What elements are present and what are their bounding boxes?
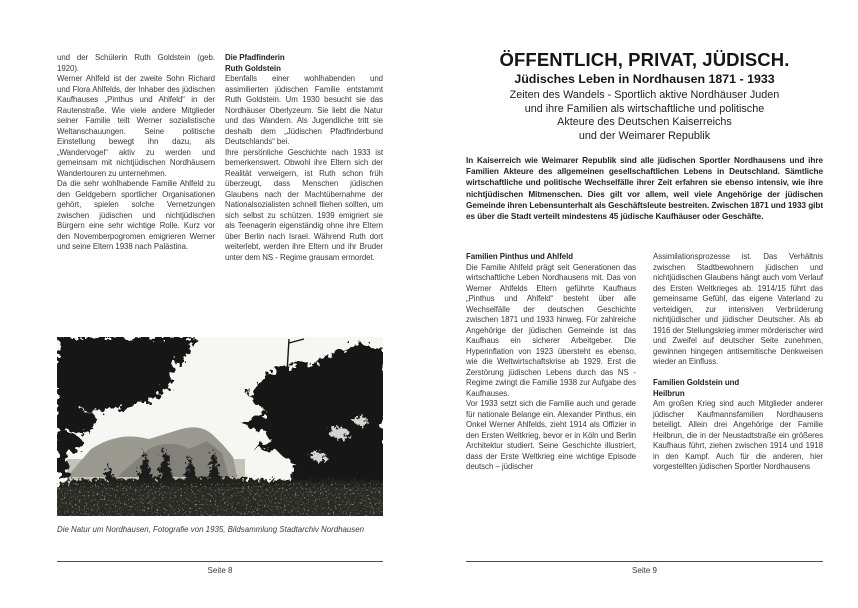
photo-meadow	[57, 477, 383, 516]
paragraph: Assimilationsprozesse ist. Das Verhältnis zwischen Stadtbewohnern jüdischen und nichtjüdischen Glaubens hängt auch vom Verlauf des Ersten Weltkrieges ab. 1914/15 führt das gemeinsame Gefühl, das eigene Vaterland zu verteidigen, zur intensiven Verbrüderung nichtjüdischer und jüdischer Deutscher. Als ab 1916 der Stellungskrieg immer mörderischer wird und Zweifel auf deutscher Seite zunehmen, gewinnen hingegen antisemitische Denkweisen wieder an Einfluss.	[653, 252, 823, 366]
page-subtitle-lines	[466, 89, 823, 143]
right-page-title-block	[466, 50, 823, 143]
right-page-column-2	[653, 252, 823, 473]
paragraph: Ihre persönliche Geschichte nach 1933 ist bemerkenswert. Obwohl ihre Eltern sich der Realität verweigern, ist Ruth schon früh überzeugt, dass Menschen jüdischen Glaubens nach der Machtübernahme der Nationalsozialisten schnell fliehen sollten, um sich selbst zu schützen. 1939 emigriert sie als Teenagerin eigenständig ohne ihre Eltern über Berlin nach Israel. Während Ruth dort weiterlebt, werden ihre Eltern und ihr Bruder unter dem NS - Regime grausam ermordet.	[225, 147, 383, 262]
paragraph: Am großen Krieg sind auch Mitglieder anderer jüdischer Kaufmannsfamilien Nordhausens beteiligt. Allein drei Angehörige der Familie Heilbrun, die in der Neustadtstraße ein größeres Kaufhaus führt, ziehen zwischen 1914 und 1918 in den Kampf. Auch für die anderen, hier vorgestellten jüdischen Sportler Nordhausens	[653, 399, 823, 471]
paragraph: Ebenfalls einer wohlhabenden und assimilierten jüdischen Familie entstammt Ruth Goldstein. Um 1930 besucht sie das Nordhäuser Oberlyzeum. Sie liebt die Natur und das Wandern. Als Jugendliche tritt sie deshalb dem „Jüdischen Pfadfinderbund Deutschlands“ bei.	[225, 74, 383, 146]
page-subtitle: Jüdisches Leben in Nordhausen 1871 - 1933	[514, 72, 775, 86]
footer-rule-right	[466, 561, 823, 562]
section-heading-line: Familien Goldstein und	[653, 378, 740, 387]
left-page-column-1	[57, 53, 215, 253]
section-heading	[225, 53, 383, 74]
nature-photo-illustration	[57, 337, 383, 516]
page-number-right: Seite 9	[632, 566, 657, 575]
footer-rule-left	[57, 561, 383, 562]
nordhausen-nature-photo	[57, 337, 383, 516]
subtitle-line: und ihre Familien als wirtschaftliche und politische	[524, 102, 765, 115]
section-heading-line: Ruth Goldstein	[225, 63, 281, 73]
intro-paragraph: In Kaiserreich wie Weimarer Republik sind alle jüdischen Sportler Nordhausens und ihre Familien Akteure des allgemeinen gesellschaftlichen Lebens in Deutschland. Sämtliche wirtschaftliche und politische Wechselfälle ihrer Zeit erfahren sie ebenso intensiv, wie ihre nichtjüdischen Mitmenschen. Dies gilt vor allem, weil viele Angehörige der jüdischen Gemeinde ihren Lebensunterhalt als Geschäftsleute bestreiten. Zwischen 1871 und 1933 gibt es über die Stadt verteilt mindestens 45 jüdische Kaufhäuser oder Geschäfte.	[466, 156, 823, 222]
section-heading: Familien Pinthus und Ahlfeld	[466, 252, 574, 261]
subtitle-line: Akteure des Deutschen Kaiserreichs	[557, 116, 732, 128]
page-number-left: Seite 8	[207, 566, 233, 575]
subtitle-line: Zeiten des Wandels - Sportlich aktive Nordhäuser Juden	[509, 89, 780, 101]
right-page-column-1	[466, 252, 636, 473]
photo-caption: Die Natur um Nordhausen, Fotografie von 1935, Bildsammlung Stadtarchiv Nordhausen	[57, 525, 365, 534]
subtitle-line: und der Weimarer Republik	[578, 129, 711, 142]
page-title: ÖFFENTLICH, PRIVAT, JÜDISCH.	[499, 49, 790, 70]
paragraph: Da die sehr wohlhabende Familie Ahlfeld zu den Geldgebern sportlicher Organisationen gehört, spielen solche Vernetzungen zwischen jüdischen und nichtjüdischen Bürgern eine sehr wichtige Rolle. Kurz vor den Novemberpogromen emigrieren Werner und seine Eltern 1938 nach Palästina.	[57, 179, 215, 251]
section-heading-line: Die Pfadfinderin	[225, 53, 285, 62]
paragraph: Die Familie Ahlfeld prägt seit Generationen das wirtschaftliche Leben Nordhausens mit. Das von Werner Ahlfelds Eltern geführte Kaufhaus „Pinthus und Ahlfeld“ besteht über alle Wechselfälle der deutschen Geschichte zwischen 1871 und 1933 hinweg. Für zahlreiche Angehörige der jüdischen Gemeinde ist das Kaufhaus ein sicherer Arbeitgeber. Die Hyperinflation von 1923 übersteht es ebenso, wie die Weltwirtschaftskrise ab 1929. Erst die Zerstörung jüdischen Lebens durch das NS - Regime zwingt die Familie 1938 zur Aufgabe des Kaufhauses.	[466, 262, 636, 398]
paragraph: Vor 1933 setzt sich die Familie auch und gerade für nationale Belange ein. Alexander Pinthus, ein Onkel Werner Ahlfelds, zieht 1914 als Offizier in den Ersten Weltkrieg, bevor er in Köln und Berlin Architektur studiert. Seine Geschichte illustriert, dass der Erste Weltkrieg eine wichtige Episode deutsch – jüdischer	[466, 399, 636, 471]
section-heading	[653, 378, 823, 399]
paragraph: und der Schülerin Ruth Goldstein (geb. 1920).	[57, 53, 215, 73]
paragraph: Werner Ahlfeld ist der zweite Sohn Richard und Flora Ahlfelds, der Inhaber des jüdischen Kaufhauses „Pinthus und Ahlfeld“ in der Rautenstraße. Wie viele andere Mitglieder seiner Familie teilt Werner sozialistische Weltanschauungen. Seine politische Einstellung bewegt ihn dazu, als „Wandervogel“ aktiv zu werden und gemeinsam mit nichtjüdischen Nordhäusern Wandertouren zu unternehmen.	[57, 74, 215, 178]
left-page-column-2	[225, 53, 383, 263]
section-heading-line: Heilbrun	[653, 388, 685, 398]
